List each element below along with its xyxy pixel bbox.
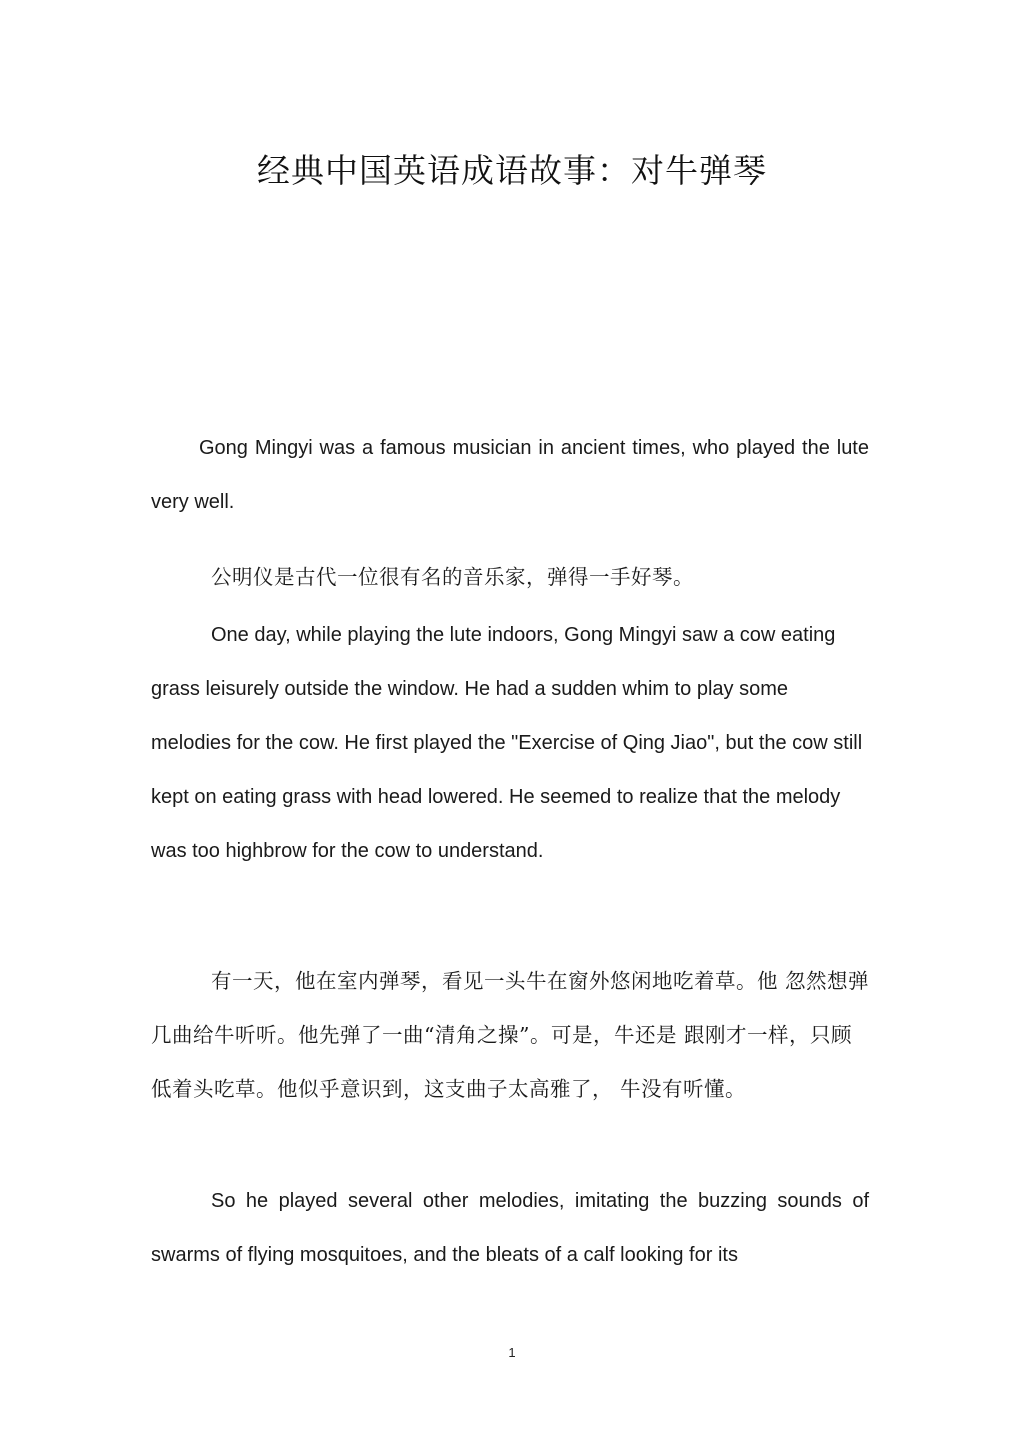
paragraph-zh-2: 有一天，他在室内弹琴，看见一头牛在窗外悠闲地吃着草。他 忽然想弹几曲给牛听听。他先弹了一曲“清角之操”。可是，牛还是 跟刚才一样，只顾低着头吃草。他似乎意识到，这支曲子太高雅了， 牛没有听懂。 — [151, 969, 870, 1101]
document-title: 经典中国英语成语故事：对牛弹琴 — [257, 151, 767, 190]
paragraph-zh-1: 公明仪是古代一位很有名的音乐家，弹得一手好琴。 — [211, 565, 694, 589]
page-number: 1 — [508, 1345, 516, 1360]
paragraph-en-2: One day, while playing the lute indoors, Gong Mingyi saw a cow eating grass leisurely outside the window. He had a sudden whim to play some melodies for the cow. He first played the "Exercise of Qing Jiao", but the cow still kept on eating grass with head lowered. He seemed to realize that the melody was too highbrow for the cow to understand. — [151, 624, 863, 862]
paragraph-en-3: So he played several other melodies, imitating the buzzing sounds of swarms of flying mosquitoes, and the bleats of a calf looking for its — [151, 1190, 869, 1266]
paragraph-en-1: Gong Mingyi was a famous musician in ancient times, who played the lute very well. — [151, 437, 869, 513]
